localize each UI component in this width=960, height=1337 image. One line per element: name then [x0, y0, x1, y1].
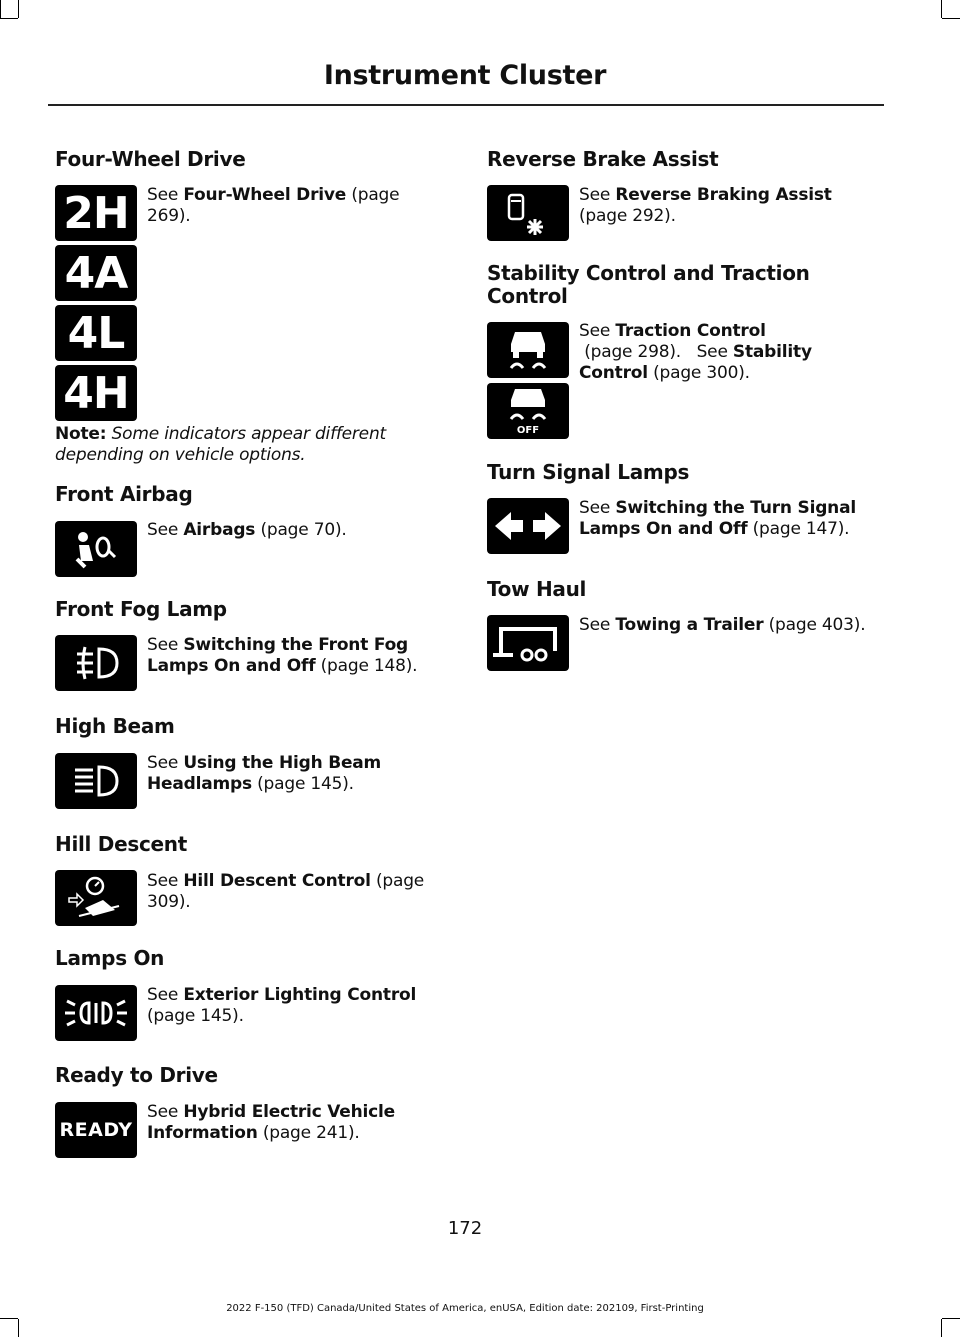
lamps-on-icon [55, 985, 137, 1041]
hill-descent-desc: See Hill Descent Control (page 309). [147, 871, 425, 912]
tow-haul-icon-graphic [487, 615, 569, 671]
page-number: 172 [447, 1218, 483, 1239]
high-beam-icon [55, 753, 137, 809]
four-wheel-drive-desc: See Four-Wheel Drive (page 269). [147, 185, 400, 226]
hybrid-info-link[interactable]: Hybrid Electric Vehicle Information [147, 1102, 396, 1143]
traction-off-label: OFF [516, 425, 540, 436]
crop-mark [18, 1319, 19, 1337]
hill-descent-icon-graphic [55, 870, 137, 926]
section-title-ready-to-drive: Ready to Drive [55, 1063, 218, 1087]
stability-control-desc: See Traction Control (page 298). See Stability Control (page 300). [579, 321, 812, 383]
ready-icon-label: READY [59, 1119, 133, 1141]
exterior-lighting-link[interactable]: Exterior Lighting Control [183, 985, 417, 1005]
lamps-on-desc: See Exterior Lighting Control (page 145). [147, 985, 417, 1026]
page-title: Instrument Cluster [323, 60, 607, 91]
front-fog-lamp-icon [55, 635, 137, 691]
lamps-on-icon-graphic [55, 985, 137, 1041]
footer-edition: 2022 F-150 (TFD) Canada/United States of America, enUSA, Edition date: 202109, First-Printing [226, 1303, 704, 1314]
high-beam-desc: See Using the High Beam Headlamps (page 145). [147, 753, 382, 794]
traction-control-link[interactable]: Traction Control [615, 321, 766, 341]
traction-control-icon [487, 322, 569, 378]
front-fog-lamp-desc: See Switching the Front Fog Lamps On and Off (page 148). [147, 635, 418, 676]
section-title-turn-signal-lamps: Turn Signal Lamps [487, 460, 690, 484]
reverse-brake-assist-icon [487, 185, 569, 241]
four-wheel-drive-note: Note: Some indicators appear different depending on vehicle options. [55, 424, 386, 465]
crop-mark [941, 0, 942, 18]
reverse-brake-assist-icon-graphic [487, 185, 569, 241]
section-title-reverse-brake-assist: Reverse Brake Assist [487, 147, 719, 171]
section-title-stability-control: Stability Control and Traction Control [487, 261, 810, 308]
section-title-lamps-on: Lamps On [55, 946, 165, 970]
four-wheel-4a-icon: 4A [55, 245, 137, 301]
tow-haul-desc: See Towing a Trailer (page 403). [579, 615, 866, 635]
high-beam-icon-graphic [55, 753, 137, 809]
airbag-icon-graphic [55, 521, 137, 577]
turn-signal-link[interactable]: Switching the Turn Signal Lamps On and Off [579, 498, 856, 539]
turn-signal-icon [487, 498, 569, 554]
ready-to-drive-desc: See Hybrid Electric Vehicle Information (page 241). [147, 1102, 396, 1143]
section-title-high-beam: High Beam [55, 714, 175, 738]
traction-control-icon-graphic [487, 322, 569, 378]
turn-signal-icon-graphic [487, 498, 569, 554]
hill-descent-link[interactable]: Hill Descent Control [183, 871, 371, 891]
section-title-four-wheel-drive: Four-Wheel Drive [55, 147, 246, 171]
four-wheel-4l-icon: 4L [55, 305, 137, 361]
airbag-icon [55, 521, 137, 577]
hill-descent-icon [55, 870, 137, 926]
reverse-brake-assist-desc: See Reverse Braking Assist (page 292). [579, 185, 832, 226]
airbags-link[interactable]: Airbags [183, 520, 256, 540]
four-wheel-4h-icon: 4H [55, 365, 137, 421]
crop-mark [0, 18, 18, 19]
turn-signal-lamps-desc: See Switching the Turn Signal Lamps On and Off (page 147). [579, 498, 856, 539]
four-wheel-2h-icon: 2H [55, 185, 137, 241]
traction-control-off-icon [487, 383, 569, 439]
four-wheel-drive-link[interactable]: Four-Wheel Drive [183, 185, 347, 205]
section-title-front-airbag: Front Airbag [55, 482, 193, 506]
crop-mark [941, 1319, 942, 1337]
header-rule [48, 104, 884, 106]
tow-haul-icon [487, 615, 569, 671]
crop-mark [0, 0, 1, 18]
crop-mark [942, 18, 960, 19]
section-title-front-fog-lamp: Front Fog Lamp [55, 597, 227, 621]
crop-mark [0, 1318, 18, 1319]
section-title-hill-descent: Hill Descent [55, 832, 187, 856]
crop-mark [942, 1318, 960, 1319]
reverse-braking-assist-link[interactable]: Reverse Braking Assist [615, 185, 832, 205]
front-fog-lamps-link[interactable]: Switching the Front Fog Lamps On and Off [147, 635, 409, 676]
crop-mark [18, 0, 19, 18]
front-fog-lamp-icon-graphic [55, 635, 137, 691]
section-title-tow-haul: Tow Haul [487, 577, 587, 601]
ready-icon [55, 1102, 137, 1158]
stability-control-link[interactable]: Stability Control [579, 342, 812, 383]
front-airbag-desc: See Airbags (page 70). [147, 520, 347, 540]
high-beam-link[interactable]: Using the High Beam Headlamps [147, 753, 382, 794]
towing-trailer-link[interactable]: Towing a Trailer [615, 615, 764, 635]
